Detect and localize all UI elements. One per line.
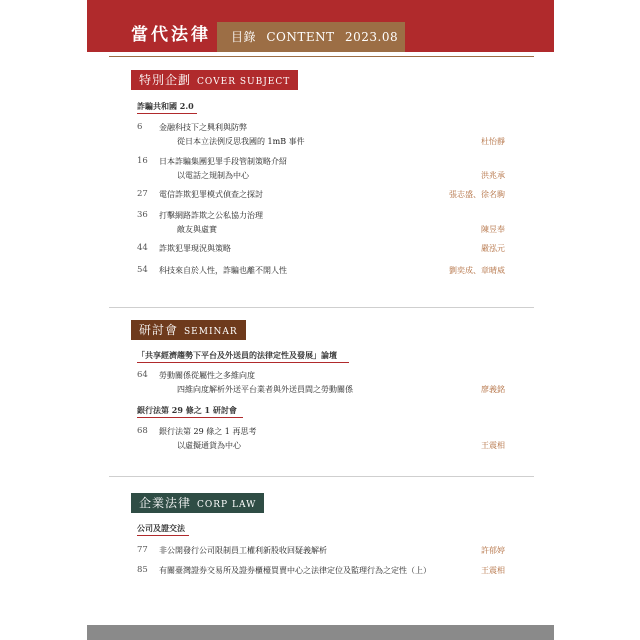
toc-page xyxy=(87,0,554,640)
article-author: 嚴泓元 xyxy=(481,244,505,253)
section-divider xyxy=(109,476,534,477)
page-number: 68 xyxy=(137,426,148,436)
article-subtitle: 以虛擬通貨為中心 xyxy=(177,441,241,450)
magazine-title: 當代法律 xyxy=(131,25,211,45)
article-title: 金融科技下之興利與防弊 xyxy=(159,123,247,132)
article-title: 科技來自於人性，詐騙也離不開人性 xyxy=(159,266,287,275)
article-author: 王震相 xyxy=(481,566,505,575)
subsection-title: 詐騙共和國 2.0 xyxy=(137,101,194,111)
subsection-underline xyxy=(137,535,189,536)
toc-en: CONTENT xyxy=(266,30,335,44)
subsection-underline xyxy=(137,417,243,418)
section-title-en: CORP LAW xyxy=(197,500,257,510)
article-author: 王震相 xyxy=(481,441,505,450)
article-title: 日本詐騙集團犯罪手段管制策略介紹 xyxy=(159,157,287,166)
article-title: 有關臺灣證券交易所及證券櫃檯買賣中心之法律定位及監理行為之定性（上） xyxy=(159,566,431,575)
article-title: 詐欺犯罪現況與策略 xyxy=(159,244,231,253)
page-number: 6 xyxy=(137,122,143,132)
section-seminar xyxy=(131,320,246,340)
article-title: 電信詐欺犯罪模式偵查之探討 xyxy=(159,190,263,199)
subsection-title: 公司及證交法 xyxy=(137,523,185,533)
page-number: 64 xyxy=(137,370,148,380)
subsection-title: 銀行法第 29 條之 1 研討會 xyxy=(137,405,237,415)
article-subtitle: 以電話之規制為中心 xyxy=(177,171,249,180)
page-number: 44 xyxy=(137,243,148,253)
subsection-title: 「共享經濟趨勢下平台及外送員的法律定性及發展」論壇 xyxy=(137,350,337,360)
page-number: 36 xyxy=(137,210,148,220)
subsection-underline xyxy=(137,113,197,114)
page-number: 16 xyxy=(137,156,148,166)
article-author: 廖義銘 xyxy=(481,385,505,394)
section-title-zh: 研討會 xyxy=(139,323,179,337)
article-author: 張志盛、徐名駒 xyxy=(449,190,505,199)
section-divider xyxy=(109,307,534,308)
page-number: 85 xyxy=(137,565,148,575)
article-title: 勞動關係從屬性之多維向度 xyxy=(159,371,255,380)
header-bar xyxy=(87,0,554,52)
article-subtitle: 敵友與虛實 xyxy=(177,225,217,234)
header-divider xyxy=(109,56,534,57)
section-title-zh: 企業法律 xyxy=(139,496,192,510)
issue-date: 2023.08 xyxy=(344,30,399,44)
article-title: 打擊網路詐欺之公私協力治理 xyxy=(159,211,263,220)
section-title-zh: 特別企劃 xyxy=(139,73,192,87)
page-number: 54 xyxy=(137,265,148,275)
page-number: 77 xyxy=(137,545,148,555)
article-author: 洪兆承 xyxy=(481,171,505,180)
section-cover-subject xyxy=(131,70,298,90)
section-title-en: SEMINAR xyxy=(184,327,238,337)
article-author: 陳昱奉 xyxy=(481,225,505,234)
article-author: 劉奕成、章晴威 xyxy=(449,266,505,275)
article-title: 非公開發行公司限制員工權利新股收回疑義解析 xyxy=(159,546,327,555)
subsection-underline xyxy=(137,362,349,363)
toc-zh: 目錄 xyxy=(231,30,257,44)
page-number: 27 xyxy=(137,189,148,199)
section-title-en: COVER SUBJECT xyxy=(197,77,291,87)
toc-label xyxy=(217,22,405,52)
article-subtitle: 四維向度解析外送平台業者與外送員間之勞動關係 xyxy=(177,385,353,394)
article-subtitle: 從日本立法例反思我國的 1mB 事件 xyxy=(177,137,305,146)
article-author: 杜怡靜 xyxy=(481,137,505,146)
article-author: 許郁婷 xyxy=(481,546,505,555)
footer-bar xyxy=(87,625,554,640)
section-corp-law xyxy=(131,493,264,513)
article-title: 銀行法第 29 條之 1 再思考 xyxy=(159,427,257,436)
